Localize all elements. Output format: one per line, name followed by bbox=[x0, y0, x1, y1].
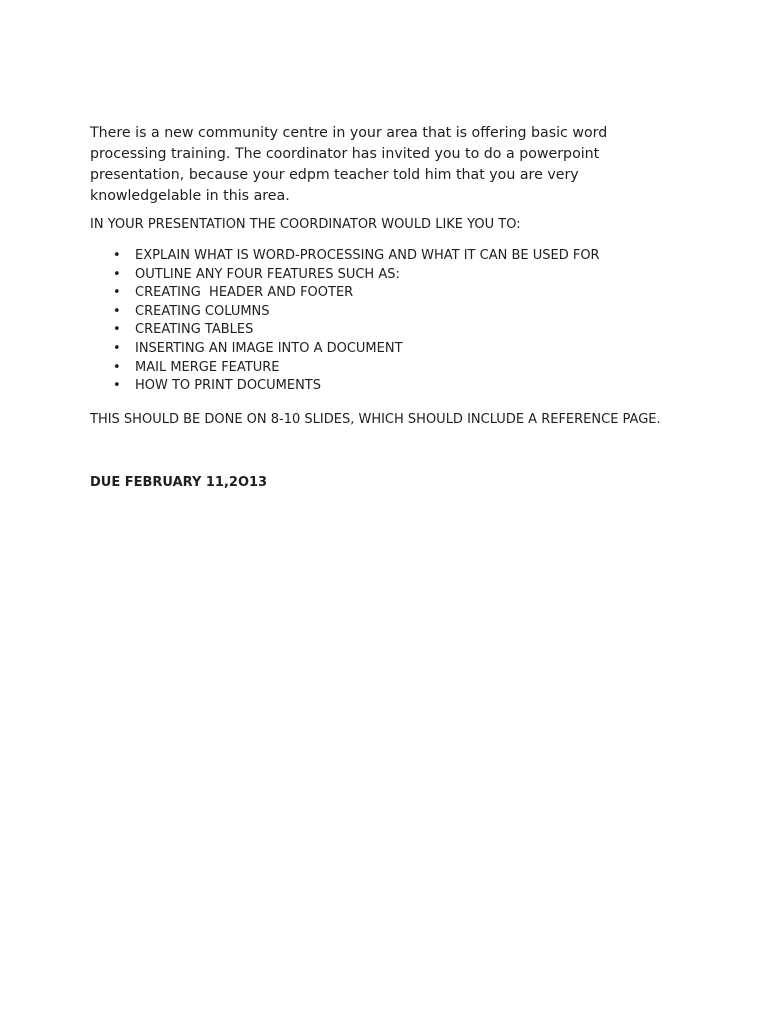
list-item bbox=[90, 377, 670, 396]
list-item-text: CREATING HEADER AND FOOTER bbox=[135, 285, 354, 301]
closing-paragraph: THIS SHOULD BE DONE ON 8-10 SLIDES, WHICH SHOULD INCLUDE A REFERENCE PAGE. bbox=[90, 411, 661, 427]
list-item-text: INSERTING AN IMAGE INTO A DOCUMENT bbox=[135, 340, 403, 356]
bullet-icon: • bbox=[113, 340, 121, 356]
list-item bbox=[90, 284, 670, 303]
list-item-text: OUTLINE ANY FOUR FEATURES SUCH AS: bbox=[135, 266, 400, 282]
instruction-heading: IN YOUR PRESENTATION THE COORDINATOR WOULD LIKE YOU TO: bbox=[90, 217, 521, 232]
list-item bbox=[90, 321, 670, 340]
intro-paragraph: There is a new community centre in your area that is offering basic word processing training. The coordinator has invited you to do a powerpoint presentation, because your edpm teacher told him that you are very knowledgelable in this area. bbox=[90, 125, 608, 204]
bullet-icon: • bbox=[113, 285, 121, 301]
list-item-text: MAIL MERGE FEATURE bbox=[135, 359, 280, 375]
list-item-text: HOW TO PRINT DOCUMENTS bbox=[135, 378, 321, 394]
list-item-text: CREATING TABLES bbox=[135, 322, 254, 338]
bullet-icon: • bbox=[113, 359, 121, 375]
task-list bbox=[90, 247, 670, 396]
list-item bbox=[90, 359, 670, 378]
list-item bbox=[90, 266, 670, 285]
document-body bbox=[90, 123, 670, 492]
due-date: DUE FEBRUARY 11,2O13 bbox=[90, 474, 268, 490]
bullet-icon: • bbox=[113, 266, 121, 282]
list-item bbox=[90, 303, 670, 322]
bullet-icon: • bbox=[113, 378, 121, 394]
bullet-icon: • bbox=[113, 248, 121, 263]
list-item-text: CREATING COLUMNS bbox=[135, 303, 270, 319]
bullet-icon: • bbox=[113, 322, 121, 338]
list-item-text: EXPLAIN WHAT IS WORD-PROCESSING AND WHAT IT CAN BE USED FOR bbox=[135, 248, 600, 263]
list-item bbox=[90, 340, 670, 359]
bullet-icon: • bbox=[113, 303, 121, 319]
list-item bbox=[90, 247, 670, 266]
